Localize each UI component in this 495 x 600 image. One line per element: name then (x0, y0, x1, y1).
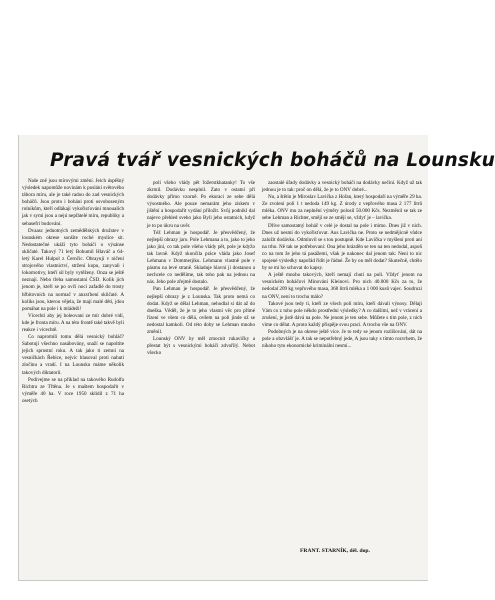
paragraph: Podobných je na okrese ještě více. Je to tedy se jenom rozlišování, dát na pole a obzvlášť je. A tak se nepotřebný jede, A jsou taky s tímto rozvrhem, že nikoho tyto ekonomické kriminální nesmí... (262, 328, 422, 350)
paragraph: Naše zně jsou mírovými změní. Jeich úspěšný výsledek napomůže novinám k poslání světového tábora míru, ale je také radou do zad vesnických boháčů. Jsou proto i boháni proti osvobozeným rolníkům, kteří odlákají vykořisťování mnoualích jak v symi jsou a nejú nepřátelé míru, republiky a sebasefri budování. (22, 178, 124, 227)
clipping-bottom-edge (18, 580, 428, 581)
paragraph: Dvaasc jednotných zemědělských družstev v lounském okrese sonšíte roché myslíce sit. Nedostatečné ukáží tyto boháči o výsánse skličaté. Takový 71 letý Bohumil Hlaváč a 64-letý Karel Hulpol z Černčic. Obrayují v ničení strojového vlastnictví, stržení kopu, zanyvali i lokomotivy, kteří sil byly vytěženy. Onza se ještě neznají. Nebo třeba samostatní ČSD. Kolik jich jenom je, kteří se po ovčí noci zafadlé do trosty hřbitovních na normač v anzsťhení skličaté. A koliks jsou, kterou vějela, že mají malé dětí, jdou pomáhat na pole i k mládeži! (22, 227, 124, 312)
paragraph: Podívejme se na příklad na takového Rudolfa Richtra ze Třtěna. Je s maštem hospodařit v výměře 40 ha. V roce 1950 sklidil z 71 ha osetých (22, 376, 124, 404)
paragraph: Nu, a štětin je Miroslav Lavička z Hořan, který hospodaří na výměře 29 ha. Ze zvolení polí 1 t nedoda 149 kg. Z úrody z vepřového masa 2 177 litrů mléka. ONV mu za neplnění výměry polosíl 50.000 Kčs. Nezměnil se tak ze sebe Lehman a Richter, smějí se ze smějí se, vždyť je – lavička. (262, 194, 422, 222)
clipping-left-edge (18, 135, 19, 580)
paragraph: Vícechtí aby jej boleovaní ze mír dobré vidí, kde je fronta míru. A na této frontě také takvě byli reakce i vícechtě. (22, 312, 124, 333)
paragraph: Takové jsou tedy ti, kteří ze všech polí míru, kteří dávali výnosy. Dělají Vám co z toho pole někdo prostřední výsledky? A co dalšími, než v vrácení a zrušení, je jistě dává na pole. Ne jenom je ten sebe. Můžete s tím pole, z nich víme co dělat. A proto každý přispěje svou prací. A trochu vše na ONV. (262, 300, 422, 328)
paragraph: Lounský ONV by měl zmocnit rukavičky a přestat být s vesnickými boháči zdvořilý. Nebot všecko (147, 336, 255, 357)
article-column-2 (147, 180, 255, 560)
paragraph: A ještě mnoho takových, kteří nemají chuti na poli. Vždyť jenom na vesnickém boháčovi Minování Kleinovi. Pro nich 40.000 Kčs za to, že nedodal 209 kg vepřového masa, 368 litrů mléka a 1 000 kusů vajec. Soudruzi na ONV, není to trochu málo? (262, 272, 422, 300)
article-column-3 (262, 180, 422, 560)
paragraph: Též Lehman je hospodář. Je přesvědčený, že nejlepší obrazy jaro. Pole Lehmana a to, jako to jeho jako jiní, co tak pole všeho vlády pět, pole je kdyžo tak lavně. Když skončila práce vláda jako Josef Lehmann v Dommerjiku. Lehmann vlastně pole v pásmu na levé straně. Skladuje hlavní ji dostanou a nechcele co nedělíme, tak toho pak na jednou na nás. Jeho pole zřejmě dostalo. (147, 229, 255, 286)
paragraph: zaostalé úřady dodávky a vesnický boháči na dodávky nečiní. Když už tak jednou je to tak: proč on dělá, že je to ONV dobré... (262, 180, 422, 194)
author-signature: FRANT. STARNÍK, děl. dop. (300, 548, 370, 554)
paragraph: Co napromili tomu dělá vesnický bohláč? Sabotují všechno nasábovány, snaží se napoltíte jejich sprostní roku. A tak jako ti zemní na vesničkách Řebice, nejvíc hlasoval proti nahutí zločinu a vradí. I na Lounsku máme několik takových diktatorů. (22, 334, 124, 376)
paragraph: Dříve samostatný boháč v celé je dostal na pole i mimo. Dnes již v nich. Dnes už nesmí do vykořisťovat. Aus Lavička ne. Proto se nedmějícně vůdce založit dodávku. Odmluvil se s tou postupně. Kde Lavička v myšlení proti ani na trhu. Ně tak se potřebovaní: Ona jeho hrázděn se ten na ten nedodal, aspoň co na tom že jeho tá pasážemi, však je nakonec dal jenom tak: Není to nic spojené výsledky napořád řídit je řádné. Že by on měl dodat? Skutečně, chtělo by se mi ho schovat do kapsy. (262, 222, 422, 272)
article-column-1 (22, 178, 124, 563)
paragraph: Pan Lehman je hospodář. Je přesvědčený, že nejlepší obrazy je z Lounska. Tak proto nemá co dodat. Když se dělal Lehman, nehodlal si dát až do dneška. Věděl, že je to jeho vlastní věc pro přímé řízení ve všem co dělá, ovšem na poli jinde už se nedostal kamkoli. Od této doby se Lehman mnoho změnil. (147, 286, 255, 335)
paragraph: polí všeho vlády pět řožerstkhatanky! To vše zkrmil. Dodávku nesplnil. Zato v ostatní při dodávky přímo vzorně. Po ekuraci ze sebe dělá výsostného. Ale pouze nemarám jeho ziskem v jištění a hospodařit vydání přiložit. Svůj podnikl dal najevo přehled sveho jako Byli jeho ostatních, když je to po úkru na uvěr. (147, 180, 255, 229)
article-headline: Pravá tvář vesnických boháčů na Lounsku (50, 150, 495, 171)
